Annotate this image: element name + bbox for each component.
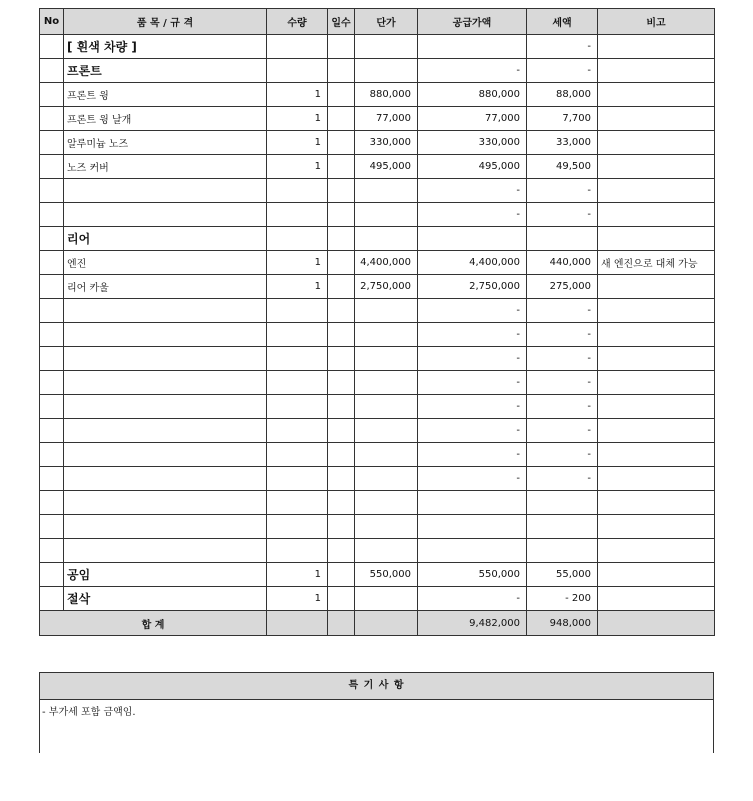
- cell-no: [40, 155, 64, 179]
- cell-note: [598, 443, 715, 467]
- cell-tax: [527, 515, 598, 539]
- cell-tax: -: [527, 419, 598, 443]
- header-days: 일수: [328, 9, 355, 35]
- cell-item: 프론트 윙 날개: [64, 107, 267, 131]
- cell-qty: 1: [267, 275, 328, 299]
- cell-qty: [267, 371, 328, 395]
- cell-item: [64, 347, 267, 371]
- cell-no: [40, 59, 64, 83]
- cell-no: [40, 179, 64, 203]
- cell-days: [328, 299, 355, 323]
- cell-days: [328, 563, 355, 587]
- cell-note: [598, 395, 715, 419]
- total-qty: [267, 611, 328, 636]
- total-unit-price: [355, 611, 418, 636]
- table-row: [40, 59, 715, 83]
- cell-item: [64, 371, 267, 395]
- cell-qty: 1: [267, 131, 328, 155]
- cell-item: 공임: [64, 563, 267, 587]
- cell-note: [598, 83, 715, 107]
- cell-days: [328, 371, 355, 395]
- cell-days: [328, 155, 355, 179]
- cell-supply: [418, 227, 527, 251]
- cell-qty: 1: [267, 587, 328, 611]
- cell-qty: [267, 35, 328, 59]
- cell-days: [328, 275, 355, 299]
- cell-item: 알루미늄 노즈: [64, 131, 267, 155]
- header-item: 품 목 / 규 격: [64, 9, 267, 35]
- cell-item: 리어: [64, 227, 267, 251]
- cell-no: [40, 299, 64, 323]
- cell-days: [328, 419, 355, 443]
- cell-item: 노즈 커버: [64, 155, 267, 179]
- cell-tax: 7,700: [527, 107, 598, 131]
- cell-unit-price: 550,000: [355, 563, 418, 587]
- cell-no: [40, 131, 64, 155]
- cell-tax: -: [527, 371, 598, 395]
- cell-supply: -: [418, 59, 527, 83]
- cell-qty: [267, 347, 328, 371]
- total-days: [328, 611, 355, 636]
- cell-tax: [527, 491, 598, 515]
- cell-supply: 330,000: [418, 131, 527, 155]
- total-supply: 9,482,000: [418, 611, 527, 636]
- cell-supply: -: [418, 419, 527, 443]
- header-tax: 세액: [527, 9, 598, 35]
- cell-no: [40, 419, 64, 443]
- cell-no: [40, 251, 64, 275]
- cell-qty: [267, 443, 328, 467]
- total-note: [598, 611, 715, 636]
- cell-supply: -: [418, 371, 527, 395]
- cell-no: [40, 83, 64, 107]
- cell-item: 절삭: [64, 587, 267, 611]
- header-unit-price: 단가: [355, 9, 418, 35]
- table-row: [40, 227, 715, 251]
- cell-item: [64, 203, 267, 227]
- cell-note: [598, 371, 715, 395]
- cell-qty: 1: [267, 563, 328, 587]
- cell-unit-price: 77,000: [355, 107, 418, 131]
- cell-tax: -: [527, 443, 598, 467]
- cell-item: [64, 395, 267, 419]
- table-row: [40, 419, 715, 443]
- notes-title: 특 기 사 항: [40, 673, 713, 700]
- cell-supply: -: [418, 395, 527, 419]
- cell-note: [598, 515, 715, 539]
- cell-unit-price: [355, 299, 418, 323]
- table-row: [40, 515, 715, 539]
- cell-item: [64, 443, 267, 467]
- cell-unit-price: [355, 35, 418, 59]
- cell-supply: -: [418, 443, 527, 467]
- cell-supply: -: [418, 347, 527, 371]
- cell-supply: -: [418, 203, 527, 227]
- cell-note: [598, 179, 715, 203]
- cell-supply: -: [418, 323, 527, 347]
- cell-qty: [267, 515, 328, 539]
- cell-days: [328, 131, 355, 155]
- cell-item: [64, 467, 267, 491]
- cell-note: [598, 467, 715, 491]
- cell-note: [598, 299, 715, 323]
- total-label: 합 계: [40, 611, 267, 636]
- cell-unit-price: [355, 347, 418, 371]
- cell-days: [328, 395, 355, 419]
- cell-item: [64, 515, 267, 539]
- cell-note: [598, 35, 715, 59]
- cell-tax: -: [527, 203, 598, 227]
- cell-note: [598, 491, 715, 515]
- cell-supply: -: [418, 299, 527, 323]
- cell-item: 엔진: [64, 251, 267, 275]
- cell-supply: 4,400,000: [418, 251, 527, 275]
- cell-days: [328, 323, 355, 347]
- cell-supply: [418, 491, 527, 515]
- cell-no: [40, 227, 64, 251]
- cell-days: [328, 467, 355, 491]
- cell-supply: -: [418, 179, 527, 203]
- rows-body: [40, 35, 715, 611]
- quote-table: [39, 8, 715, 636]
- cell-no: [40, 347, 64, 371]
- cell-note: [598, 107, 715, 131]
- cell-days: [328, 107, 355, 131]
- cell-days: [328, 179, 355, 203]
- cell-days: [328, 443, 355, 467]
- cell-days: [328, 203, 355, 227]
- cell-tax: 33,000: [527, 131, 598, 155]
- cell-tax: -: [527, 347, 598, 371]
- cell-days: [328, 539, 355, 563]
- header-supply: 공급가액: [418, 9, 527, 35]
- cell-qty: [267, 227, 328, 251]
- table-row: [40, 587, 715, 611]
- cell-no: [40, 467, 64, 491]
- cell-item: [64, 179, 267, 203]
- cell-no: [40, 35, 64, 59]
- cell-note: [598, 227, 715, 251]
- cell-unit-price: [355, 491, 418, 515]
- cell-tax: 275,000: [527, 275, 598, 299]
- cell-supply: [418, 35, 527, 59]
- cell-qty: 1: [267, 251, 328, 275]
- cell-qty: 1: [267, 107, 328, 131]
- cell-unit-price: [355, 59, 418, 83]
- cell-unit-price: 330,000: [355, 131, 418, 155]
- cell-unit-price: [355, 443, 418, 467]
- cell-note: 새 엔진으로 대체 가능: [598, 251, 715, 275]
- cell-supply: 550,000: [418, 563, 527, 587]
- cell-qty: [267, 395, 328, 419]
- cell-item: [64, 491, 267, 515]
- cell-item: [64, 539, 267, 563]
- table-row: [40, 179, 715, 203]
- cell-unit-price: [355, 539, 418, 563]
- cell-qty: [267, 299, 328, 323]
- cell-tax: -: [527, 299, 598, 323]
- table-row: [40, 275, 715, 299]
- table-row: [40, 539, 715, 563]
- cell-unit-price: [355, 227, 418, 251]
- cell-no: [40, 515, 64, 539]
- cell-unit-price: 2,750,000: [355, 275, 418, 299]
- total-row: [40, 611, 715, 636]
- cell-supply: [418, 515, 527, 539]
- cell-supply: 880,000: [418, 83, 527, 107]
- cell-days: [328, 515, 355, 539]
- cell-supply: -: [418, 467, 527, 491]
- cell-supply: [418, 539, 527, 563]
- table-row: [40, 323, 715, 347]
- cell-supply: 77,000: [418, 107, 527, 131]
- cell-tax: 440,000: [527, 251, 598, 275]
- cell-no: [40, 587, 64, 611]
- cell-item: 리어 카울: [64, 275, 267, 299]
- cell-tax: 88,000: [527, 83, 598, 107]
- cell-note: [598, 275, 715, 299]
- cell-note: [598, 323, 715, 347]
- cell-note: [598, 203, 715, 227]
- cell-item: [64, 419, 267, 443]
- cell-tax: -: [527, 467, 598, 491]
- cell-tax: [527, 539, 598, 563]
- table-row: [40, 299, 715, 323]
- cell-no: [40, 491, 64, 515]
- cell-no: [40, 323, 64, 347]
- cell-qty: 1: [267, 155, 328, 179]
- cell-days: [328, 59, 355, 83]
- cell-qty: [267, 203, 328, 227]
- cell-qty: [267, 419, 328, 443]
- cell-note: [598, 563, 715, 587]
- table-row: [40, 107, 715, 131]
- header-note: 비고: [598, 9, 715, 35]
- cell-days: [328, 83, 355, 107]
- cell-qty: [267, 539, 328, 563]
- header-qty: 수량: [267, 9, 328, 35]
- notes-body: - 부가세 포함 금액임.: [42, 707, 136, 718]
- cell-qty: [267, 467, 328, 491]
- table-row: [40, 35, 715, 59]
- cell-days: [328, 587, 355, 611]
- cell-no: [40, 395, 64, 419]
- cell-tax: -: [527, 395, 598, 419]
- table-row: [40, 443, 715, 467]
- cell-qty: 1: [267, 83, 328, 107]
- table-row: [40, 491, 715, 515]
- total-tax: 948,000: [527, 611, 598, 636]
- cell-supply: 495,000: [418, 155, 527, 179]
- cell-no: [40, 443, 64, 467]
- cell-tax: -: [527, 35, 598, 59]
- table-row: [40, 155, 715, 179]
- cell-unit-price: [355, 587, 418, 611]
- table-row: [40, 83, 715, 107]
- notes-section: [39, 672, 714, 753]
- cell-qty: [267, 179, 328, 203]
- cell-no: [40, 563, 64, 587]
- table-row: [40, 131, 715, 155]
- cell-note: [598, 587, 715, 611]
- cell-unit-price: 4,400,000: [355, 251, 418, 275]
- table-row: [40, 563, 715, 587]
- cell-unit-price: [355, 371, 418, 395]
- cell-unit-price: 495,000: [355, 155, 418, 179]
- cell-unit-price: [355, 179, 418, 203]
- cell-item: 프론트 윙: [64, 83, 267, 107]
- cell-unit-price: [355, 323, 418, 347]
- cell-days: [328, 347, 355, 371]
- cell-tax: 55,000: [527, 563, 598, 587]
- cell-no: [40, 107, 64, 131]
- cell-days: [328, 35, 355, 59]
- cell-note: [598, 155, 715, 179]
- cell-days: [328, 251, 355, 275]
- cell-note: [598, 59, 715, 83]
- cell-supply: -: [418, 587, 527, 611]
- cell-item: [ 흰색 차량 ]: [64, 35, 267, 59]
- cell-no: [40, 203, 64, 227]
- table-row: [40, 347, 715, 371]
- table-row: [40, 395, 715, 419]
- cell-unit-price: [355, 467, 418, 491]
- cell-no: [40, 539, 64, 563]
- cell-tax: -: [527, 59, 598, 83]
- table-row: [40, 203, 715, 227]
- cell-qty: [267, 323, 328, 347]
- cell-supply: 2,750,000: [418, 275, 527, 299]
- cell-unit-price: [355, 515, 418, 539]
- cell-tax: 49,500: [527, 155, 598, 179]
- cell-unit-price: [355, 395, 418, 419]
- table-row: [40, 251, 715, 275]
- cell-note: [598, 347, 715, 371]
- table-row: [40, 467, 715, 491]
- cell-unit-price: [355, 203, 418, 227]
- cell-unit-price: 880,000: [355, 83, 418, 107]
- cell-days: [328, 227, 355, 251]
- cell-no: [40, 371, 64, 395]
- cell-item: [64, 323, 267, 347]
- cell-qty: [267, 59, 328, 83]
- cell-days: [328, 491, 355, 515]
- table-row: [40, 371, 715, 395]
- cell-item: [64, 299, 267, 323]
- cell-note: [598, 419, 715, 443]
- header-no: No: [40, 9, 64, 35]
- cell-tax: - 200: [527, 587, 598, 611]
- cell-tax: -: [527, 323, 598, 347]
- cell-item: 프론트: [64, 59, 267, 83]
- header-row: [40, 9, 715, 35]
- cell-note: [598, 131, 715, 155]
- cell-unit-price: [355, 419, 418, 443]
- cell-qty: [267, 491, 328, 515]
- cell-note: [598, 539, 715, 563]
- cell-no: [40, 275, 64, 299]
- cell-tax: [527, 227, 598, 251]
- cell-tax: -: [527, 179, 598, 203]
